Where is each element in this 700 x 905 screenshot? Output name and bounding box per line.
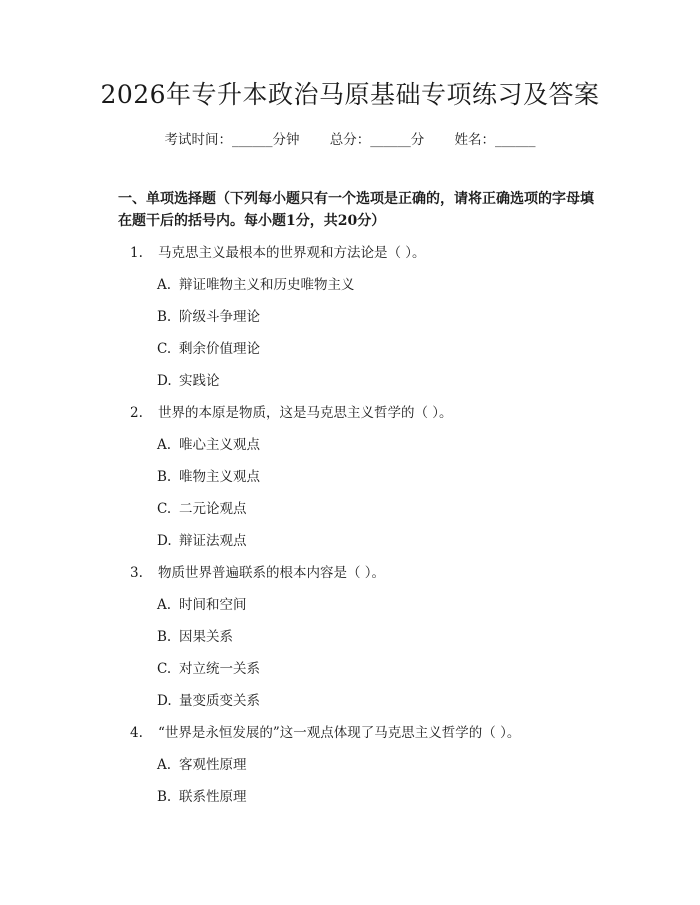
- question-number: 4.: [130, 725, 143, 741]
- question-1-option-a: [157, 275, 597, 295]
- question-2-option-d: [157, 531, 597, 551]
- question-1: [130, 243, 600, 263]
- option-letter: D.: [157, 693, 172, 709]
- document-title: 2026年专升本政治马原基础专项练习及答案: [100, 80, 600, 109]
- option-letter: A.: [157, 757, 172, 773]
- option-text: 实践论: [179, 373, 220, 389]
- exam-time: 考试时间：______分钟: [164, 132, 300, 148]
- option-text: 唯物主义观点: [179, 469, 260, 485]
- option-text: 因果关系: [179, 629, 233, 645]
- option-text: 辩证唯物主义和历史唯物主义: [179, 277, 355, 293]
- option-text: 唯心主义观点: [179, 437, 260, 453]
- question-text: 物质世界普遍联系的根本内容是（ ）。: [158, 565, 386, 581]
- question-text: 世界的本原是物质，这是马克思主义哲学的（ ）。: [158, 405, 453, 421]
- exam-meta: [0, 130, 700, 150]
- question-3-option-b: [157, 627, 597, 647]
- option-letter: C.: [157, 341, 172, 357]
- option-text: 联系性原理: [179, 789, 247, 805]
- option-text: 阶级斗争理论: [179, 309, 260, 325]
- option-text: 剩余价值理论: [179, 341, 260, 357]
- question-3-option-d: [157, 691, 597, 711]
- option-letter: A.: [157, 277, 172, 293]
- option-text: 二元论观点: [179, 501, 247, 517]
- option-letter: B.: [157, 469, 172, 485]
- exam-total-score: 总分：______分: [329, 132, 425, 148]
- question-1-option-d: [157, 371, 597, 391]
- question-text: “世界是永恒发展的”这一观点体现了马克思主义哲学的（ ）。: [158, 725, 521, 741]
- question-3: [130, 563, 600, 583]
- option-text: 客观性原理: [179, 757, 247, 773]
- question-number: 1.: [130, 245, 143, 261]
- question-2-option-c: [157, 499, 597, 519]
- option-letter: D.: [157, 373, 172, 389]
- option-letter: A.: [157, 437, 172, 453]
- option-letter: C.: [157, 501, 172, 517]
- question-3-option-a: [157, 595, 597, 615]
- option-text: 量变质变关系: [179, 693, 260, 709]
- question-1-option-b: [157, 307, 597, 327]
- question-2: [130, 403, 600, 423]
- option-letter: C.: [157, 661, 172, 677]
- question-4-option-b: [157, 787, 597, 807]
- question-2-option-b: [157, 467, 597, 487]
- option-text: 时间和空间: [179, 597, 247, 613]
- option-text: 对立统一关系: [179, 661, 260, 677]
- exam-name: 姓名：______: [454, 132, 536, 148]
- question-number: 3.: [130, 565, 143, 581]
- section-heading: 一、单项选择题（下列每小题只有一个选项是正确的，请将正确选项的字母填在题干后的括号内。每小题1分，共20分）: [118, 191, 594, 229]
- option-letter: B.: [157, 629, 172, 645]
- question-2-option-a: [157, 435, 597, 455]
- question-4: [130, 723, 600, 743]
- option-letter: A.: [157, 597, 172, 613]
- question-1-option-c: [157, 339, 597, 359]
- question-3-option-c: [157, 659, 597, 679]
- question-number: 2.: [130, 405, 143, 421]
- question-4-option-a: [157, 755, 597, 775]
- option-text: 辩证法观点: [179, 533, 247, 549]
- option-letter: B.: [157, 789, 172, 805]
- option-letter: D.: [157, 533, 172, 549]
- option-letter: B.: [157, 309, 172, 325]
- question-text: 马克思主义最根本的世界观和方法论是（ ）。: [158, 245, 426, 261]
